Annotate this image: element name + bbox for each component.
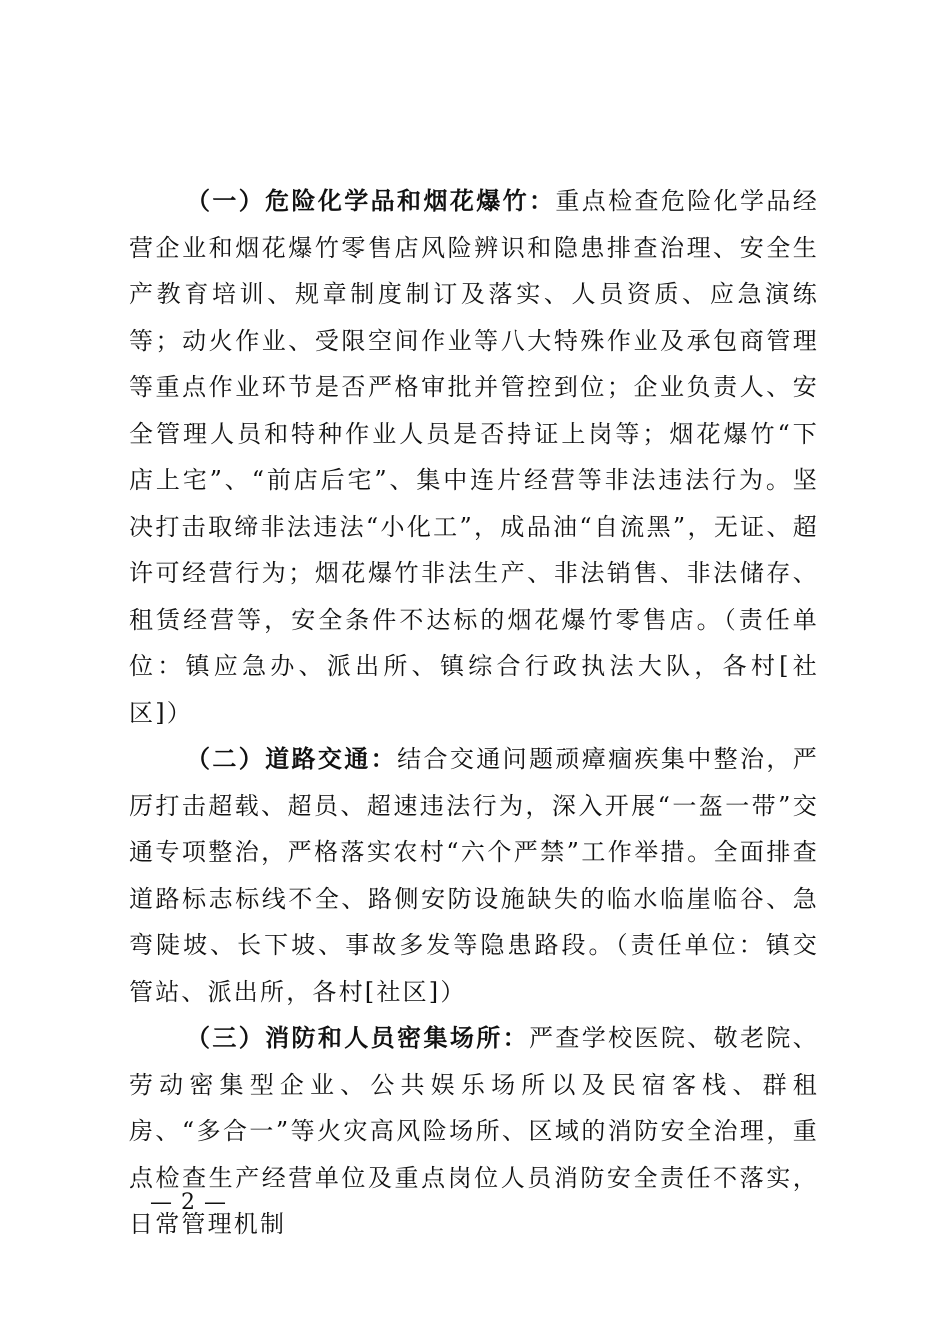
section-heading: （三）消防和人员密集场所： bbox=[186, 1023, 529, 1052]
paragraph-road-traffic bbox=[129, 736, 819, 1015]
section-heading: （二）道路交通： bbox=[186, 744, 398, 773]
paragraph-fire-safety bbox=[129, 1015, 819, 1248]
paragraph-text: 结合交通问题顽瘴痼疾集中整治，严厉打击超载、超员、超速违法行为，深入开展“一盔一带”交通专项整治，严格落实农村“六个严禁”工作举措。全面排查道路标志标线不全、路侧安防设施缺失的临水临崖临谷、急弯陡坡、长下坡、事故多发等隐患路段。（责任单位：镇交管站、派出所，各村[社区]） bbox=[129, 745, 819, 1006]
paragraph-text: 重点检查危险化学品经营企业和烟花爆竹零售店风险辨识和隐患排查治理、安全生产教育培训、规章制度制订及落实、人员资质、应急演练等；动火作业、受限空间作业等八大特殊作业及承包商管理等重点作业环节是否严格审批并管控到位；企业负责人、安全管理人员和特种作业人员是否持证上岗等；烟花爆竹“下店上宅”、“前店后宅”、集中连片经营等非法违法行为。坚决打击取缔非法违法“小化工”，成品油“自流黑”，无证、超许可经营行为；烟花爆竹非法生产、非法销售、非法储存、租赁经营等，安全条件不达标的烟花爆竹零售店。（责任单位：镇应急办、派出所、镇综合行政执法大队，各村[社区]） bbox=[129, 187, 819, 727]
paragraph-hazardous-chemicals bbox=[129, 178, 819, 736]
section-heading: （一）危险化学品和烟花爆竹： bbox=[186, 186, 556, 215]
document-body bbox=[129, 178, 819, 1248]
page-number: — 2 — bbox=[150, 1190, 227, 1215]
paragraph-text: 严查学校医院、敬老院、劳动密集型企业、公共娱乐场所以及民宿客栈、群租房、“多合一”等火灾高风险场所、区域的消防安全治理，重点检查生产经营单位及重点岗位人员消防安全责任不落实，日常管理机制 bbox=[129, 1024, 819, 1238]
